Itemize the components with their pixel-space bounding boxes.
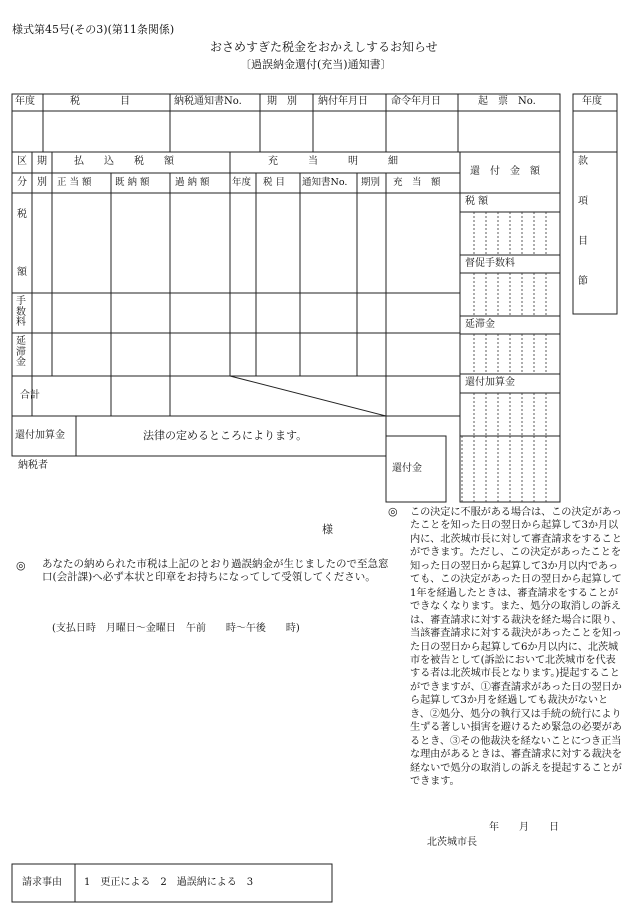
refund-delay-label: 延滞金 xyxy=(465,319,495,330)
row-delay-char-3: 金 xyxy=(16,357,26,368)
right-kou-label: 項 xyxy=(578,196,588,207)
top-issue-no-header: 起 票 No. xyxy=(478,96,536,107)
paid-group-header: 払 込 税 額 xyxy=(74,156,174,167)
row-fee-label xyxy=(16,297,26,329)
right-year-label: 年度 xyxy=(582,96,602,107)
alloc-amount-header: 充 当 額 xyxy=(393,177,441,188)
alloc-notice-header: 通知書No. xyxy=(302,177,348,188)
addition-row-label: 還付加算金 xyxy=(15,430,65,441)
top-pay-date-header: 納付年月日 xyxy=(318,96,368,107)
row-delay-char-2: 滞 xyxy=(16,346,26,358)
col-ki-header: 期 xyxy=(37,156,47,167)
addition-row-text: 法律の定めるところによります。 xyxy=(143,429,308,442)
form-number: 様式第45号(その3)(第11条関係) xyxy=(12,23,175,36)
sub-over-header: 過 納 額 xyxy=(175,177,210,188)
row-tax-label-2: 額 xyxy=(17,267,27,278)
payment-hours: (支払日時 月曜日～金曜日 午前 時～午後 時) xyxy=(52,623,300,634)
row-delay-label xyxy=(16,337,26,369)
document-subtitle: 〔過誤納金還付(充当)通知書〕 xyxy=(240,58,392,71)
top-order-date-header: 命令年月日 xyxy=(391,96,441,107)
appeal-date: 年 月 日 xyxy=(489,822,559,833)
appeal-mark: ◎ xyxy=(388,505,398,518)
row-delay-char-1: 延 xyxy=(16,336,26,347)
row-total-label: 合計 xyxy=(20,390,40,401)
alloc-group-header: 充 当 明 細 xyxy=(268,156,398,167)
top-tax-item-header: 税 目 xyxy=(70,96,130,107)
col-bun-header: 分 xyxy=(17,177,27,188)
sub-correct-header: 正 当 額 xyxy=(57,177,92,188)
top-period-header: 期 別 xyxy=(267,96,297,107)
notice-text: あなたの納められた市税は上記のとおり過誤納金が生じましたので至急窓口(会計課)へ必ず本状と印章をお持ちになってして受領してください。 xyxy=(42,558,389,584)
alloc-period-header: 期別 xyxy=(361,177,381,188)
row-fee-char-1: 手 xyxy=(16,296,26,307)
right-kan-label: 款 xyxy=(578,156,588,167)
appeal-text: この決定に不服がある場合は、この決定があったことを知った日の翌日から起算して3か月以内に、北茨城市長に対して審査請求をすることができます。ただし、この決定があったことを知った日の翌日から起算して3か月以内であっても、この決定があった日の翌日から起算して1年を経過したときは、審査請求をすることができなくなります。また、処分の取消しの訴えは、審査請求に対する裁決を経た場合に限り、当該審査請求に対する裁決があったことを知った日の翌日から起算して6か月以内に、北茨城市を被告として(訴訟において北茨城市を代表する者は北茨城市長となります。)提起することができますが、①審査請求があった日の翌日から起算して3か月を経過しても裁決がないとき、②処分、処分の執行又は手続の続行により生ずる著しい損害を避けるため緊急の必要があるとき、③その他裁決を経ないことにつき正当な理由があるときは、審査請求に対する裁決を経ないで処分の取消しの訴えを提起することができます。 xyxy=(410,507,622,788)
col-ku-header: 区 xyxy=(17,156,27,167)
top-year-header: 年度 xyxy=(15,96,35,107)
request-reason-label: 請求事由 xyxy=(22,877,62,888)
refund-fee-label: 督促手数料 xyxy=(465,258,515,269)
col-betsu-header: 別 xyxy=(37,177,47,188)
sub-already-header: 既 納 額 xyxy=(115,177,150,188)
alloc-year-header: 年度 xyxy=(232,177,252,188)
notice-mark: ◎ xyxy=(16,559,26,572)
issuer-name: 北茨城市長 xyxy=(427,837,477,848)
document-title: おさめすぎた税金をおかえしするお知らせ xyxy=(210,40,438,54)
refund-box-label: 還付金 xyxy=(392,463,422,474)
request-reason-options: 1 更正による 2 過誤納による 3 xyxy=(84,877,254,888)
taxpayer-honorific: 様 xyxy=(322,523,333,536)
refund-tax-label: 税 額 xyxy=(465,196,489,207)
top-notice-no-header: 納税通知書No. xyxy=(174,96,242,107)
refund-addition-label: 還付加算金 xyxy=(465,377,515,388)
refund-amount-header: 還 付 金 額 xyxy=(470,166,540,177)
row-fee-char-2: 数 xyxy=(16,306,26,318)
row-fee-char-3: 料 xyxy=(16,317,26,328)
right-moku-label: 目 xyxy=(578,236,588,247)
row-tax-label-1: 税 xyxy=(17,209,27,220)
right-setsu-label: 節 xyxy=(578,276,588,287)
alloc-tax-header: 税 目 xyxy=(263,177,286,188)
taxpayer-label: 納税者 xyxy=(18,460,48,471)
